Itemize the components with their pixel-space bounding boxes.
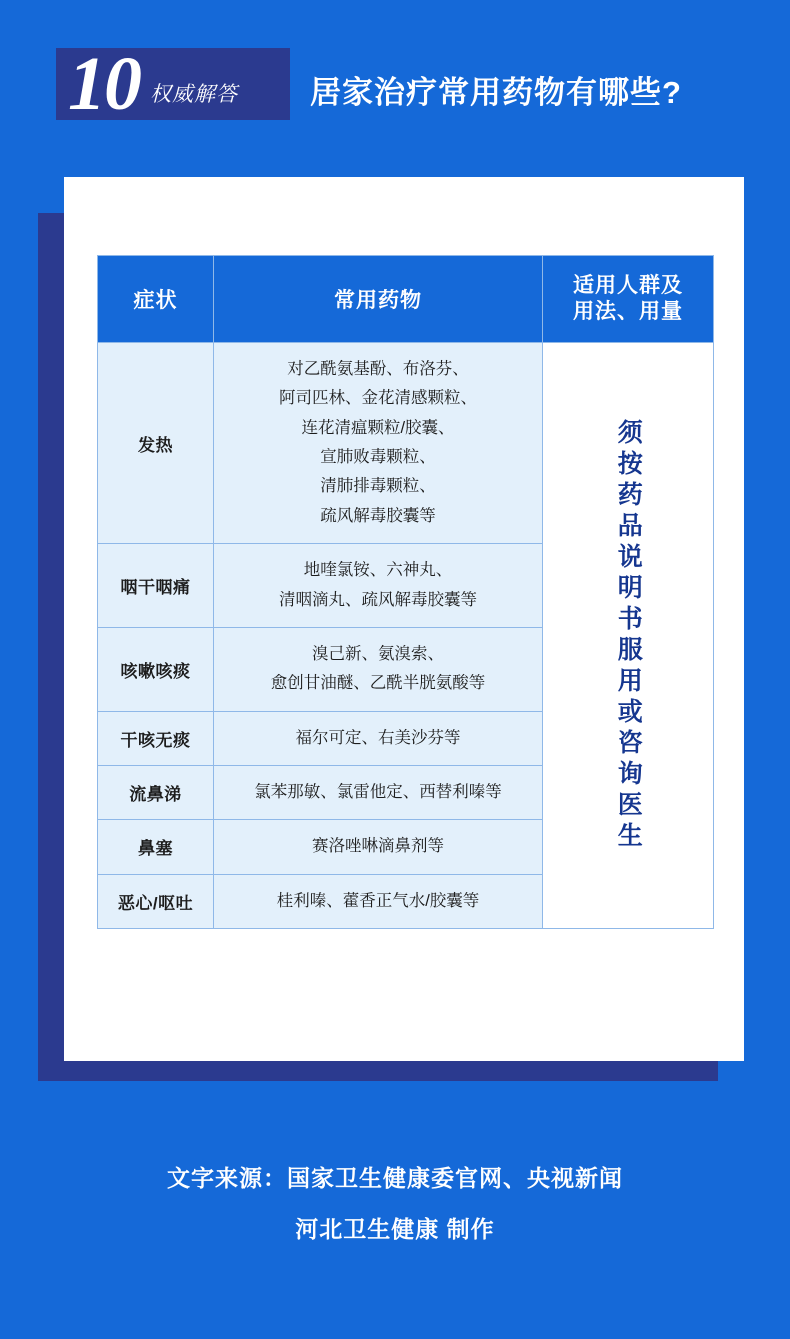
content-card [64,177,744,1061]
cell-drug: 地喹氯铵、六神丸、 清咽滴丸、疏风解毒胶囊等 [214,544,543,628]
footer-source: 文字来源：国家卫生健康委官网、央视新闻 [167,1165,623,1191]
cell-usage-note [543,343,714,929]
question-number-badge [56,42,290,126]
cell-drug: 桂利嗪、藿香正气水/胶囊等 [214,874,543,928]
cell-drug: 溴己新、氨溴索、 愈创甘油醚、乙酰半胱氨酸等 [214,627,543,711]
badge-number: 10 [68,42,140,126]
usage-note-text: 须按药品说明书服用或咨询医生 [614,418,643,853]
cell-symptom: 恶心/呕吐 [98,874,214,928]
column-header-usage-line1: 适用人群及 [573,273,683,297]
page-title: 居家治疗常用药物有哪些? [310,75,682,110]
column-header-symptom: 症状 [98,256,214,343]
cell-drug: 福尔可定、右美沙芬等 [214,711,543,765]
cell-symptom: 干咳无痰 [98,711,214,765]
cell-drug: 氯苯那敏、氯雷他定、西替利嗪等 [214,765,543,819]
table-head [98,256,714,343]
table-body [98,343,714,929]
footer [0,1160,790,1244]
column-header-usage-line2: 用法、用量 [573,300,683,323]
cell-symptom: 咳嗽咳痰 [98,627,214,711]
cell-symptom: 咽干咽痛 [98,544,214,628]
cell-drug: 赛洛唑啉滴鼻剂等 [214,820,543,874]
badge-subtitle: 权威解答 [150,82,238,106]
cell-drug: 对乙酰氨基酚、布洛芬、 阿司匹林、金花清感颗粒、 连花清瘟颗粒/胶囊、 宣肺败毒颗粒、 清肺排毒颗粒、 疏风解毒胶囊等 [214,343,543,544]
header [56,42,682,126]
cell-symptom: 流鼻涕 [98,765,214,819]
cell-symptom: 发热 [98,343,214,544]
column-header-usage [543,256,714,343]
footer-producer: 河北卫生健康 制作 [295,1216,495,1242]
column-header-drug: 常用药物 [214,256,543,343]
medication-table [97,255,714,929]
cell-symptom: 鼻塞 [98,820,214,874]
table-row [98,343,714,544]
table-header-row [98,256,714,343]
